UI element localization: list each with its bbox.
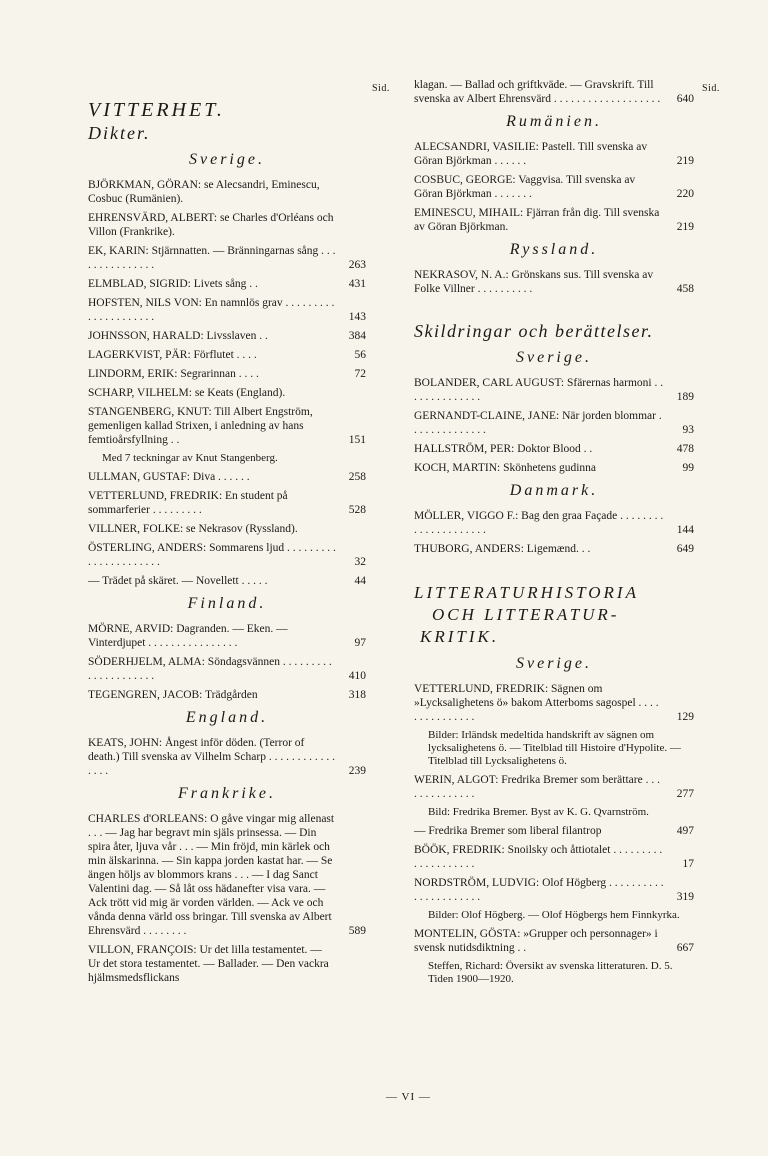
entry-page-number: 32: [354, 556, 366, 568]
title-line: OCH LITTERATUR-: [432, 605, 620, 624]
entry-text: VILLNER, FOLKE: se Nekrasov (Ryssland).: [88, 523, 298, 535]
entry-page-number: 258: [348, 471, 366, 483]
entry-note: Med 7 teckningar av Knut Stangenberg.: [102, 452, 278, 464]
title-line: KRITIK.: [420, 627, 500, 646]
entry-note: Bilder: Olof Högberg. — Olof Högbergs hem Finnkyrka.: [428, 909, 680, 921]
entry-note: Steffen, Richard: Översikt av svenska litteraturen. D. 5. Tiden 1900—1920.: [428, 960, 673, 985]
entry-page-number: 93: [682, 424, 694, 436]
entry-page-number: 143: [348, 311, 366, 323]
entry-text: EK, KARIN: Stjärnnatten. — Bränningarnas sång . . . . . . . . . . . . . . .: [88, 245, 336, 271]
index-entry: [414, 78, 694, 106]
entry-text: NEKRASOV, N. A.: Grönskans sus. Till svenska av Folke Villner . . . . . . . . . .: [414, 269, 654, 295]
entry-page-number: 497: [676, 825, 694, 837]
entry-text: TEGENGREN, JACOB: Trädgården: [88, 689, 258, 701]
entry-text: — Trädet på skäret. — Novellett . . . . .: [88, 575, 268, 587]
entry-page-number: 410: [348, 670, 366, 682]
entry-text: VETTERLUND, FREDRIK: En student på sommarferier . . . . . . . . .: [88, 490, 288, 516]
index-entry: [414, 206, 694, 234]
index-entry: [414, 376, 694, 404]
entry-page-number: 219: [676, 221, 694, 233]
index-entry: [88, 178, 366, 206]
entry-page-number: 263: [348, 259, 366, 271]
index-entry: [88, 574, 366, 588]
index-entry: [88, 541, 366, 569]
entry-page-number: 384: [348, 330, 366, 342]
title-line: LITTERATURHISTORIA: [414, 583, 639, 602]
index-entry: [414, 927, 694, 955]
index-entry: [88, 622, 366, 650]
entry-text: KOCH, MARTIN: Skönhetens gudinna: [414, 462, 597, 474]
entry-text: STANGENBERG, KNUT: Till Albert Engström, gemenligen kallad Strixen, i anledning av hans femtioårsfyllning . .: [88, 406, 313, 446]
entry-text: klagan. — Ballad och griftkväde. — Gravskrift. Till svenska av Albert Ehrensvärd . . . . . . . . . . . . . . . . . . .: [414, 79, 661, 105]
entry-page-number: 129: [676, 711, 694, 723]
left-sections: [88, 150, 366, 985]
entry-page-number: 318: [348, 689, 366, 701]
entry-text: CHARLES d'ORLEANS: O gåve vingar mig allenast . . . — Jag har begravt min själs prinsessa. — Din spira åter, ljuva vår . . . — Min fröjd, min kärlek och min älskarinna. — Sin kappa jorden kastat har. — Se ängen höljs av blommors krans . . . — I dag Sanct Valentini dag. — Så låt oss hädanefter visa vara. — Ack trött vid mig är vorden världen. — Ack ve och vånda denna värld oss bringar. Till svenska av Albert Ehrensvärd . . . . . . . .: [88, 813, 335, 937]
entry-text: WERIN, ALGOT: Fredrika Bremer som berättare . . . . . . . . . . . . . .: [414, 774, 660, 800]
entry-page-number: 589: [348, 925, 366, 937]
right-column: [414, 78, 694, 991]
entry-text: LINDORM, ERIK: Segrarinnan . . . .: [88, 368, 259, 380]
country-heading: England.: [185, 709, 269, 726]
section-title-vitterhet: VITTERHET.: [88, 99, 225, 121]
index-entry: [88, 296, 366, 324]
index-entry: [414, 409, 694, 437]
entry-page-number: 528: [348, 504, 366, 516]
entry-text: HOFSTEN, NILS VON: En namnlös grav . . . . . . . . . . . . . . . . . . . . .: [88, 297, 335, 323]
index-entry: [88, 522, 366, 536]
entry-text: — Fredrika Bremer som liberal filantrop: [414, 825, 602, 837]
entry-text: NORDSTRÖM, LUDVIG: Olof Högberg . . . . . . . . . . . . . . . . . . . . . .: [414, 877, 664, 903]
entry-text: GERNANDT-CLAINE, JANE: När jorden blommar . . . . . . . . . . . . . .: [414, 410, 662, 436]
section-title-litteraturhistoria: [414, 582, 694, 648]
entry-text: BJÖRKMAN, GÖRAN: se Alecsandri, Eminescu, Cosbuc (Rumänien).: [88, 179, 320, 205]
index-entry: [88, 470, 366, 484]
entry-text: VETTERLUND, FREDRIK: Sägnen om »Lycksalighetens ö» bakom Atterboms sagospel . . . . . . . . . . . . . . .: [414, 683, 659, 723]
index-entry: [88, 489, 366, 517]
entry-page-number: 478: [676, 443, 694, 455]
page-folio: — VI —: [386, 1091, 431, 1103]
right-sections-dikter: [414, 112, 694, 296]
entry-text: ALECSANDRI, VASILIE: Pastell. Till svenska av Göran Björkman . . . . . .: [414, 141, 648, 167]
entry-text: JOHNSSON, HARALD: Livsslaven . .: [88, 330, 268, 342]
entry-page-number: 431: [348, 278, 366, 290]
entry-text: KEATS, JOHN: Ångest inför döden. (Terror of death.) Till svenska av Vilhelm Scharp . . . . . . . . . . . . . . . .: [88, 737, 335, 777]
entry-text: SÖDERHJELM, ALMA: Söndagsvännen . . . . . . . . . . . . . . . . . . . . .: [88, 656, 332, 682]
entry-page-number: 649: [676, 543, 694, 555]
left-column: [88, 78, 366, 990]
entry-text: MÖRNE, ARVID: Dagranden. — Eken. — Vinterdjupet . . . . . . . . . . . . . . . .: [88, 623, 288, 649]
entry-text: LAGERKVIST, PÄR: Förflutet . . . .: [88, 349, 257, 361]
entry-page-number: 239: [348, 765, 366, 777]
entry-page-number: 97: [354, 637, 366, 649]
section-title-skildringar: Skildringar och berättelser.: [414, 321, 654, 341]
entry-page-number: 640: [676, 93, 694, 105]
country-heading: Sverige.: [516, 655, 592, 672]
index-entry: [414, 843, 694, 871]
entry-page-number: 667: [676, 942, 694, 954]
entry-text: VILLON, FRANÇOIS: Ur det lilla testamentet. — Ur det stora testamentet. — Ballader. — Den vackra hjälmsmedsflickans: [88, 944, 329, 984]
country-heading: Rumänien.: [506, 113, 602, 130]
country-heading: Ryssland.: [509, 241, 599, 258]
entry-page-number: 220: [676, 188, 694, 200]
index-entry: [88, 367, 366, 381]
index-entry: [88, 943, 366, 985]
entry-page-number: 189: [676, 391, 694, 403]
entry-page-number: 219: [676, 155, 694, 167]
country-heading: Frankrike.: [178, 785, 276, 802]
country-heading: Danmark.: [509, 482, 599, 499]
subsection-title-dikter: Dikter.: [88, 123, 151, 143]
index-entry: [414, 824, 694, 838]
index-entry: [88, 655, 366, 683]
entry-text: MÖLLER, VIGGO F.: Bag den graa Façade . . . . . . . . . . . . . . . . . . . . .: [414, 510, 664, 536]
entry-text: COSBUC, GEORGE: Vaggvisa. Till svenska av Göran Björkman . . . . . . .: [414, 174, 636, 200]
entry-text: EMINESCU, MIHAIL: Fjärran från dig. Till svenska av Göran Björkman.: [414, 207, 660, 233]
index-entry: [414, 461, 694, 475]
index-entry: [88, 688, 366, 702]
entry-page-number: 99: [682, 462, 694, 474]
page-column-label-right: Sid.: [702, 83, 720, 94]
entry-text: ÖSTERLING, ANDERS: Sommarens ljud . . . . . . . . . . . . . . . . . . . . . .: [88, 542, 336, 568]
index-entry: [88, 812, 366, 938]
index-entry: [88, 348, 366, 362]
entry-note: Bilder: Irländsk medeltida handskrift av sägnen om lycksalighetens ö. — Titelblad till Histoire d'Hypolite. — Titelblad till Lycksalighetens ö.: [428, 729, 681, 767]
entry-text: HALLSTRÖM, PER: Doktor Blood . .: [414, 443, 593, 455]
entry-page-number: 277: [676, 788, 694, 800]
index-entry: [414, 509, 694, 537]
right-sections-litteratur: [414, 654, 694, 986]
index-entry: [414, 442, 694, 456]
right-top-entries: [414, 78, 694, 106]
index-entry: [414, 682, 694, 724]
entry-page-number: 151: [348, 434, 366, 446]
entry-text: ULLMAN, GUSTAF: Diva . . . . . .: [88, 471, 250, 483]
country-heading: Sverige.: [189, 151, 265, 168]
entry-page-number: 17: [682, 858, 694, 870]
entry-text: BÖÖK, FREDRIK: Snoilsky och åttiotalet . . . . . . . . . . . . . . . . . . . .: [414, 844, 663, 870]
right-sections-skildringar: [414, 348, 694, 556]
entry-page-number: 72: [354, 368, 366, 380]
index-entry: [88, 736, 366, 778]
index-entry: [414, 173, 694, 201]
index-entry: [414, 542, 694, 556]
entry-page-number: 319: [676, 891, 694, 903]
entry-text: MONTELIN, GÖSTA: »Grupper och personnager» i svensk nutidsdiktning . .: [414, 928, 658, 954]
index-entry: [88, 329, 366, 343]
entry-text: ELMBLAD, SIGRID: Livets sång . .: [88, 278, 258, 290]
index-entry: [414, 773, 694, 801]
index-entry: [88, 277, 366, 291]
index-entry: [414, 268, 694, 296]
country-heading: Finland.: [187, 595, 267, 612]
entry-text: THUBORG, ANDERS: Ligemænd. . .: [414, 543, 591, 555]
entry-page-number: 44: [354, 575, 366, 587]
index-entry: [88, 244, 366, 272]
page-column-label-left: Sid.: [372, 83, 390, 94]
index-entry: [414, 140, 694, 168]
index-entry: [88, 405, 366, 447]
entry-page-number: 144: [676, 524, 694, 536]
entry-page-number: 56: [354, 349, 366, 361]
entry-text: BOLANDER, CARL AUGUST: Sfärernas harmoni . . . . . . . . . . . . . .: [414, 377, 664, 403]
entry-text: SCHARP, VILHELM: se Keats (England).: [88, 387, 286, 399]
index-entry: [88, 386, 366, 400]
entry-text: EHRENSVÄRD, ALBERT: se Charles d'Orléans och Villon (Frankrike).: [88, 212, 334, 238]
entry-note: Bild: Fredrika Bremer. Byst av K. G. Qvarnström.: [428, 806, 649, 818]
entry-page-number: 458: [676, 283, 694, 295]
index-entry: [88, 211, 366, 239]
country-heading: Sverige.: [516, 349, 592, 366]
index-entry: [414, 876, 694, 904]
